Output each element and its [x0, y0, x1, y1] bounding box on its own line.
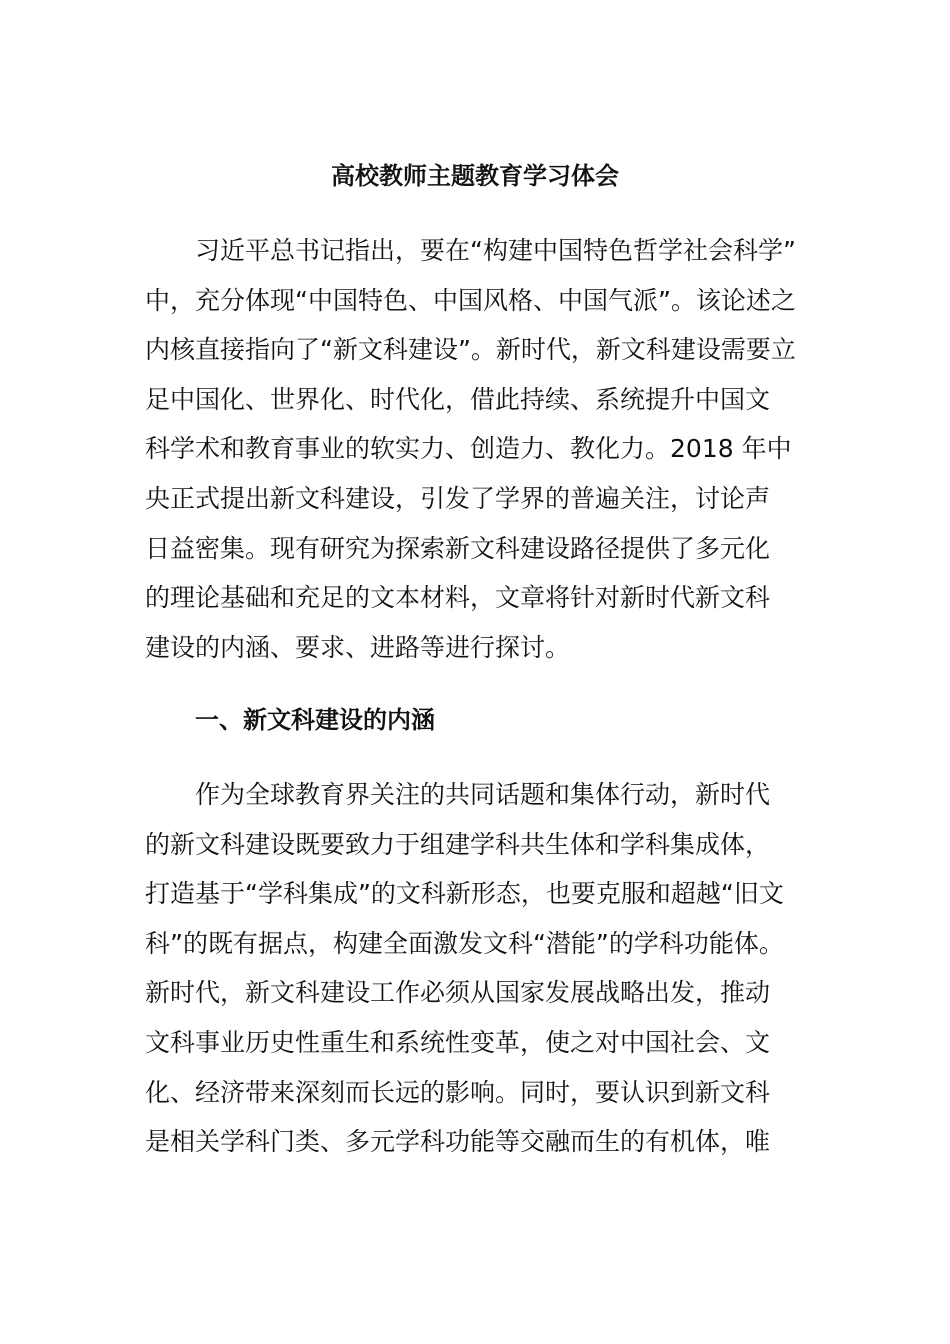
paragraph-line: 的理论基础和充足的文本材料，文章将针对新时代新文科 [145, 583, 771, 613]
paragraph-line: 中，充分体现“中国特色、中国风格、中国气派”。该论述之 [145, 285, 796, 315]
paragraph-line: 打造基于“学科集成”的文科新形态，也要克服和超越“旧文 [145, 879, 784, 909]
section-heading: 一、新文科建设的内涵 [195, 706, 435, 734]
document-title: 高校教师主题教育学习体会 [331, 162, 619, 190]
paragraph-intro [145, 226, 805, 672]
paragraph-line: 足中国化、世界化、时代化，借此持续、系统提升中国文 [145, 384, 771, 414]
paragraph-line: 文科事业历史性重生和系统性变革，使之对中国社会、文 [145, 1027, 771, 1057]
paragraph-line: 科学术和教育事业的软实力、创造力、教化力。2018 年中 [145, 434, 792, 464]
paragraph-line: 内核直接指向了“新文科建设”。新时代，新文科建设需要立 [145, 335, 796, 365]
paragraph-line: 建设的内涵、要求、进路等进行探讨。 [145, 632, 571, 662]
paragraph-line: 的新文科建设既要致力于组建学科共生体和学科集成体， [145, 829, 771, 859]
paragraph-line: 央正式提出新文科建设，引发了学界的普遍关注，讨论声 [145, 483, 771, 513]
paragraph-line: 作为全球教育界关注的共同话题和集体行动，新时代 [195, 780, 771, 809]
paragraph-section1 [145, 770, 805, 1167]
paragraph-line: 日益密集。现有研究为探索新文科建设路径提供了多元化 [145, 533, 771, 563]
paragraph-line: 新时代，新文科建设工作必须从国家发展战略出发，推动 [145, 978, 771, 1008]
paragraph-line: 习近平总书记指出，要在“构建中国特色哲学社会科学” [195, 236, 796, 265]
paragraph-line: 科”的既有据点，构建全面激发文科“潜能”的学科功能体。 [145, 928, 784, 958]
paragraph-line: 化、经济带来深刻而长远的影响。同时，要认识到新文科 [145, 1077, 771, 1107]
paragraph-line: 是相关学科门类、多元学科功能等交融而生的有机体，唯 [145, 1127, 771, 1157]
